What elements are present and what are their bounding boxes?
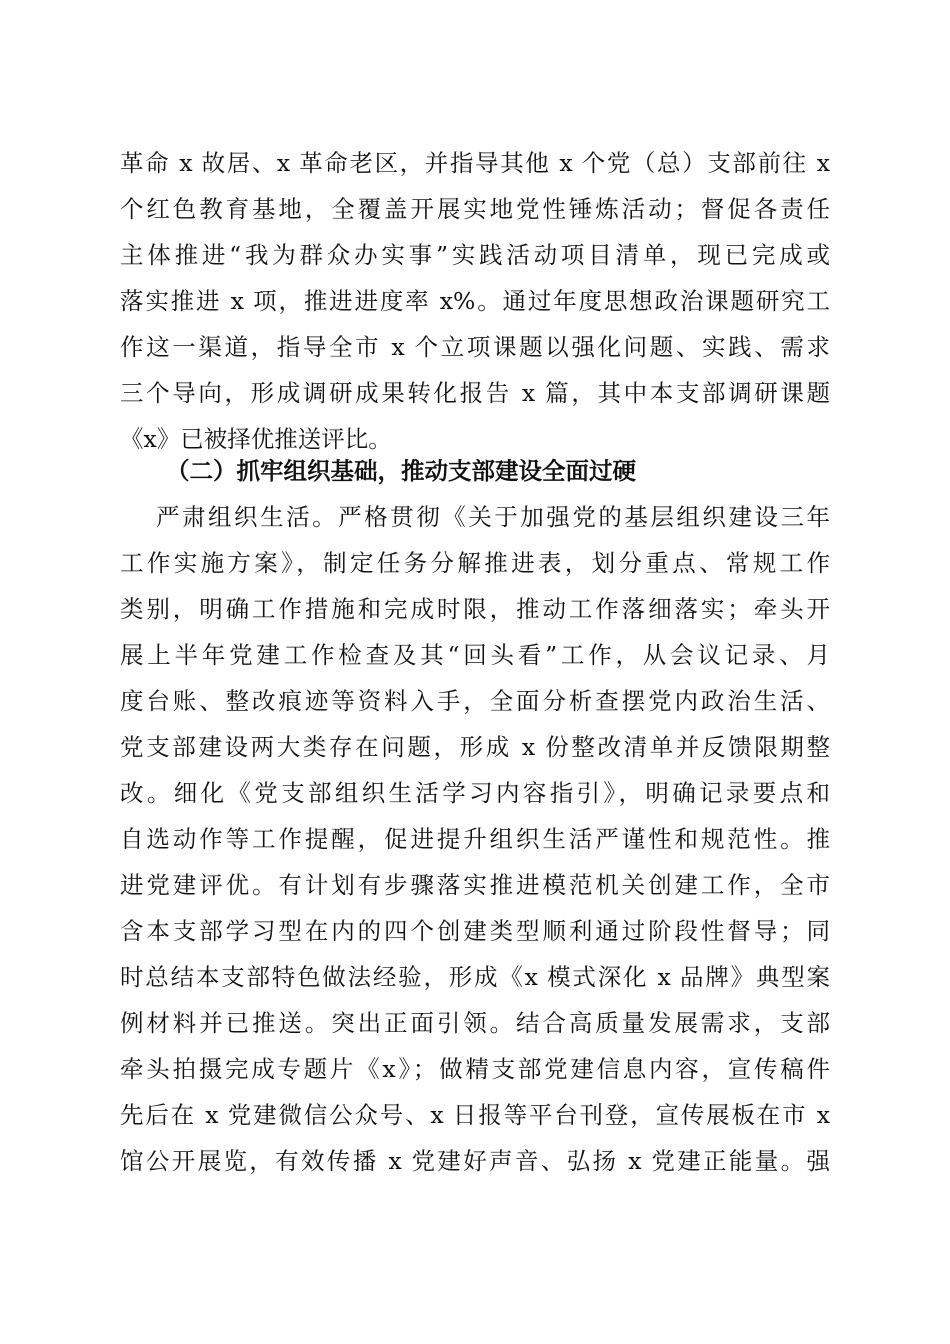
text-line: 主体推进“我为群众办实事”实践活动项目清单，现已完成或: [120, 241, 830, 269]
text-line: 时总结本支部特色做法经验，形成《x 模式深化 x 品牌》典型案: [120, 963, 830, 991]
text-line: 三个导向，形成调研成果转化报告 x 篇，其中本支部调研课题: [120, 379, 830, 407]
text-line: 展上半年党建工作检查及其“回头看”工作，从会议记录、月: [120, 641, 830, 669]
text-line: 党支部建设两大类存在问题，形成 x 份整改清单并反馈限期整: [120, 733, 830, 761]
section-heading: （二）抓牢组织基础，推动支部建设全面过硬: [166, 457, 636, 485]
text-line: 落实推进 x 项，推进进度率 x%。通过年度思想政治课题研究工: [120, 287, 830, 315]
text-line: 先后在 x 党建微信公众号、x 日报等平台刊登，宣传展板在市 x: [120, 1101, 830, 1129]
text-line: 例材料并已推送。突出正面引领。结合高质量发展需求，支部: [120, 1009, 830, 1037]
text-line: 个红色教育基地，全覆盖开展实地党性锤炼活动；督促各责任: [120, 195, 830, 223]
text-line: 严肃组织生活。严格贯彻《关于加强党的基层组织建设三年: [156, 503, 830, 531]
text-line: 作这一渠道，指导全市 x 个立项课题以强化问题、实践、需求: [120, 333, 830, 361]
section-two: [120, 448, 830, 1184]
text-line: 工作实施方案》，制定任务分解推进表，划分重点、常规工作: [120, 549, 830, 577]
text-line: 类别，明确工作措施和完成时限，推动工作落细落实；牵头开: [120, 595, 830, 623]
text-line: 改。细化《党支部组织生活学习内容指引》，明确记录要点和: [120, 779, 830, 807]
continued-paragraph: [120, 140, 830, 462]
text-line: 自选动作等工作提醒，促进提升组织生活严谨性和规范性。推: [120, 825, 830, 853]
text-line: 牵头拍摄完成专题片《x》；做精支部党建信息内容，宣传稿件: [120, 1055, 830, 1083]
text-line: 含本支部学习型在内的四个创建类型顺利通过阶段性督导；同: [120, 917, 830, 945]
text-line: 馆公开展览，有效传播 x 党建好声音、弘扬 x 党建正能量。强: [120, 1147, 830, 1175]
text-line: 度台账、整改痕迹等资料入手，全面分析查摆党内政治生活、: [120, 687, 830, 715]
text-line: 革命 x 故居、x 革命老区，并指导其他 x 个党（总）支部前往 x: [120, 149, 830, 177]
text-line: 《x》已被择优推送评比。: [120, 425, 392, 453]
text-line: 进党建评优。有计划有步骤落实推进模范机关创建工作，全市: [120, 871, 830, 899]
